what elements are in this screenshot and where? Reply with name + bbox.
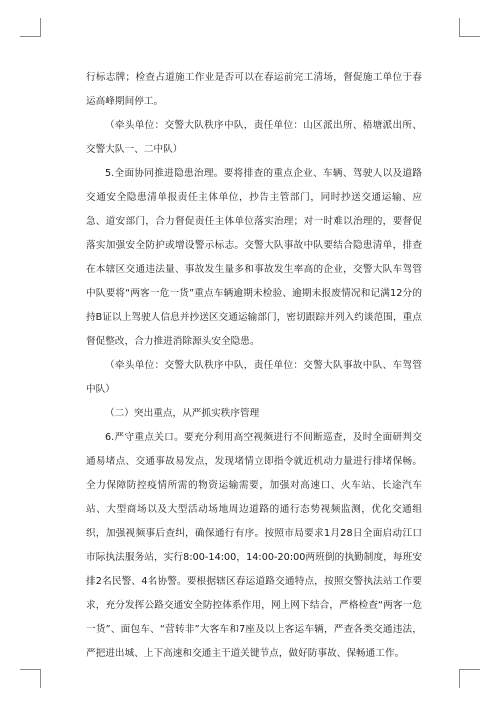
paragraph-item-6: 6.严守重点关口。要充分利用高空视频进行不间断巡查，及时全面研判交通易堵点、交通事故易发点，发现堵情立即指令就近机动力量进行排堵保畅。全力保障防控疫情所需的物资运输需要，加强对高速口、火车站、长途汽车站、大型商场以及大型活动场地周边道路的通行态势视频监测，优化交通组织，加强视频事后查纠，确保通行有序。按照市局要求1月28日全面启动江口市际执法服务站，实行8:00-14:00，14:00-20:00两班倒的执勤制度，每班安排2名民警、4名协警。要根据辖区春运道路交通特点，按照交警执法站工作要求，充分发挥公路交通安全防控体系作用，网上网下结合，严格检查“两客一危一货”、面包车、“营转非”大客车和7座及以上客运车辆，严查各类交通违法，严把进出城、上下高速和交通主干道关键节点，做好防事故、保畅通工作。 [86,432,422,659]
crop-mark-bottom-right-v [459,669,460,688]
paragraph-responsibility-note-1: （牵头单位：交警大队秩序中队，责任单位：山区派出所、梧塘派出所、交警大队一、二中队） [86,120,422,155]
document-body [86,66,422,666]
crop-mark-bottom-right-h [459,669,480,670]
paragraph-continuation: 行标志牌；检查占道施工作业是否可以在春运前完工清场，督促施工单位于春运高峰期间停工。 [86,72,422,107]
crop-mark-top-left-v [40,18,41,37]
crop-mark-bottom-left-v [40,669,41,688]
crop-mark-top-left-h [20,36,41,37]
section-heading: （二）突出重点，从严抓实秩序管理 [105,408,260,419]
paragraph-responsibility-note-2: （牵头单位：交警大队秩序中队，责任单位：交警大队事故中队、车驾管中队） [86,360,422,395]
paragraph-item-5: 5.全面协同推进隐患治理。要将排查的重点企业、车辆、驾驶人以及道路交通安全隐患清单报责任主体单位，抄告主管部门，同时抄送交通运输、应急、道安部门，合力督促责任主体单位落实治理；对一时难以治理的，要督促落实加强安全防护或增设警示标志。交警大队事故中队要结合隐患清单，排查在本辖区交通违法量、事故发生量多和事故发生率高的企业，交警大队车驾管中队要将“两客一危一货”重点车辆逾期未检验、逾期未报废情况和记满12分的持B证以上驾驶人信息并抄送区交通运输部门，密切跟踪并列入约谈范围，重点督促整改，合力推进消除源头安全隐患。 [86,168,422,347]
crop-mark-bottom-left-h [20,669,41,670]
crop-mark-top-right-h [459,36,480,37]
crop-mark-top-right-v [459,18,460,37]
